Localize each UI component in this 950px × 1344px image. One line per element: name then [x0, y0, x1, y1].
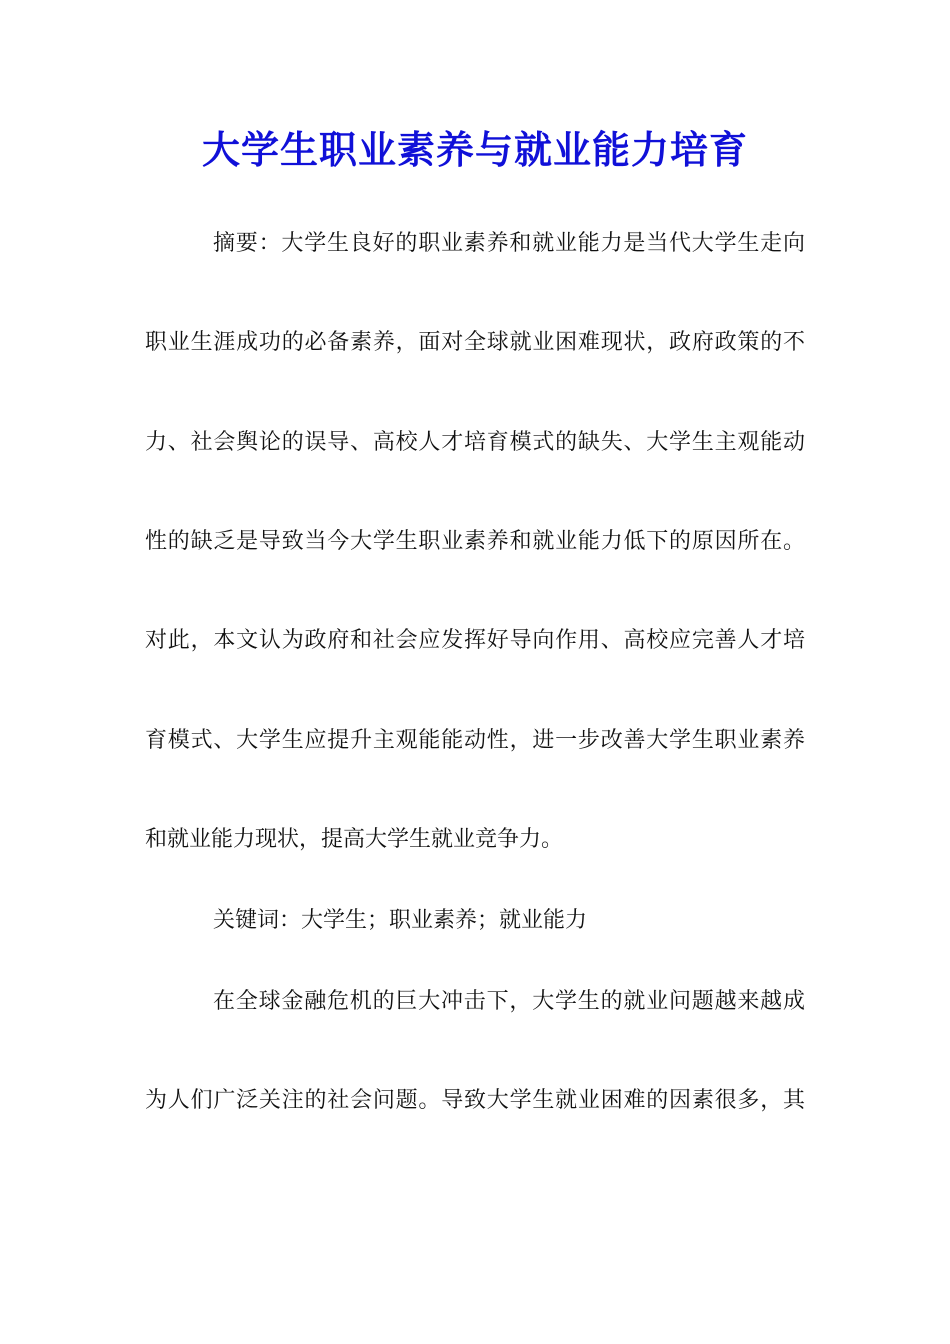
abstract-line-5: 对此，本文认为政府和社会应发挥好导向作用、高校应完善人才培 [145, 628, 805, 653]
abstract-line-7: 和就业能力现状，提高大学生就业竞争力。 [145, 827, 564, 852]
abstract-line-4: 性的缺乏是导致当今大学生职业素养和就业能力低下的原因所在。 [145, 529, 805, 554]
body-line-1: 在全球金融危机的巨大冲击下，大学生的就业问题越来越成 [213, 989, 805, 1014]
abstract-line-2: 职业生涯成功的必备素养，面对全球就业困难现状，政府政策的不 [145, 330, 805, 355]
document-title: 大学生职业素养与就业能力培育 [201, 127, 748, 172]
abstract-line-3: 力、社会舆论的误导、高校人才培育模式的缺失、大学生主观能动 [145, 430, 805, 455]
abstract-line-6: 育模式、大学生应提升主观能能动性，进一步改善大学生职业素养 [145, 728, 805, 753]
body-line-2: 为人们广泛关注的社会问题。导致大学生就业困难的因素很多，其 [145, 1088, 805, 1113]
keywords-line: 关键词：大学生；职业素养；就业能力 [213, 908, 588, 933]
abstract-line-1: 摘要：大学生良好的职业素养和就业能力是当代大学生走向 [213, 231, 805, 256]
